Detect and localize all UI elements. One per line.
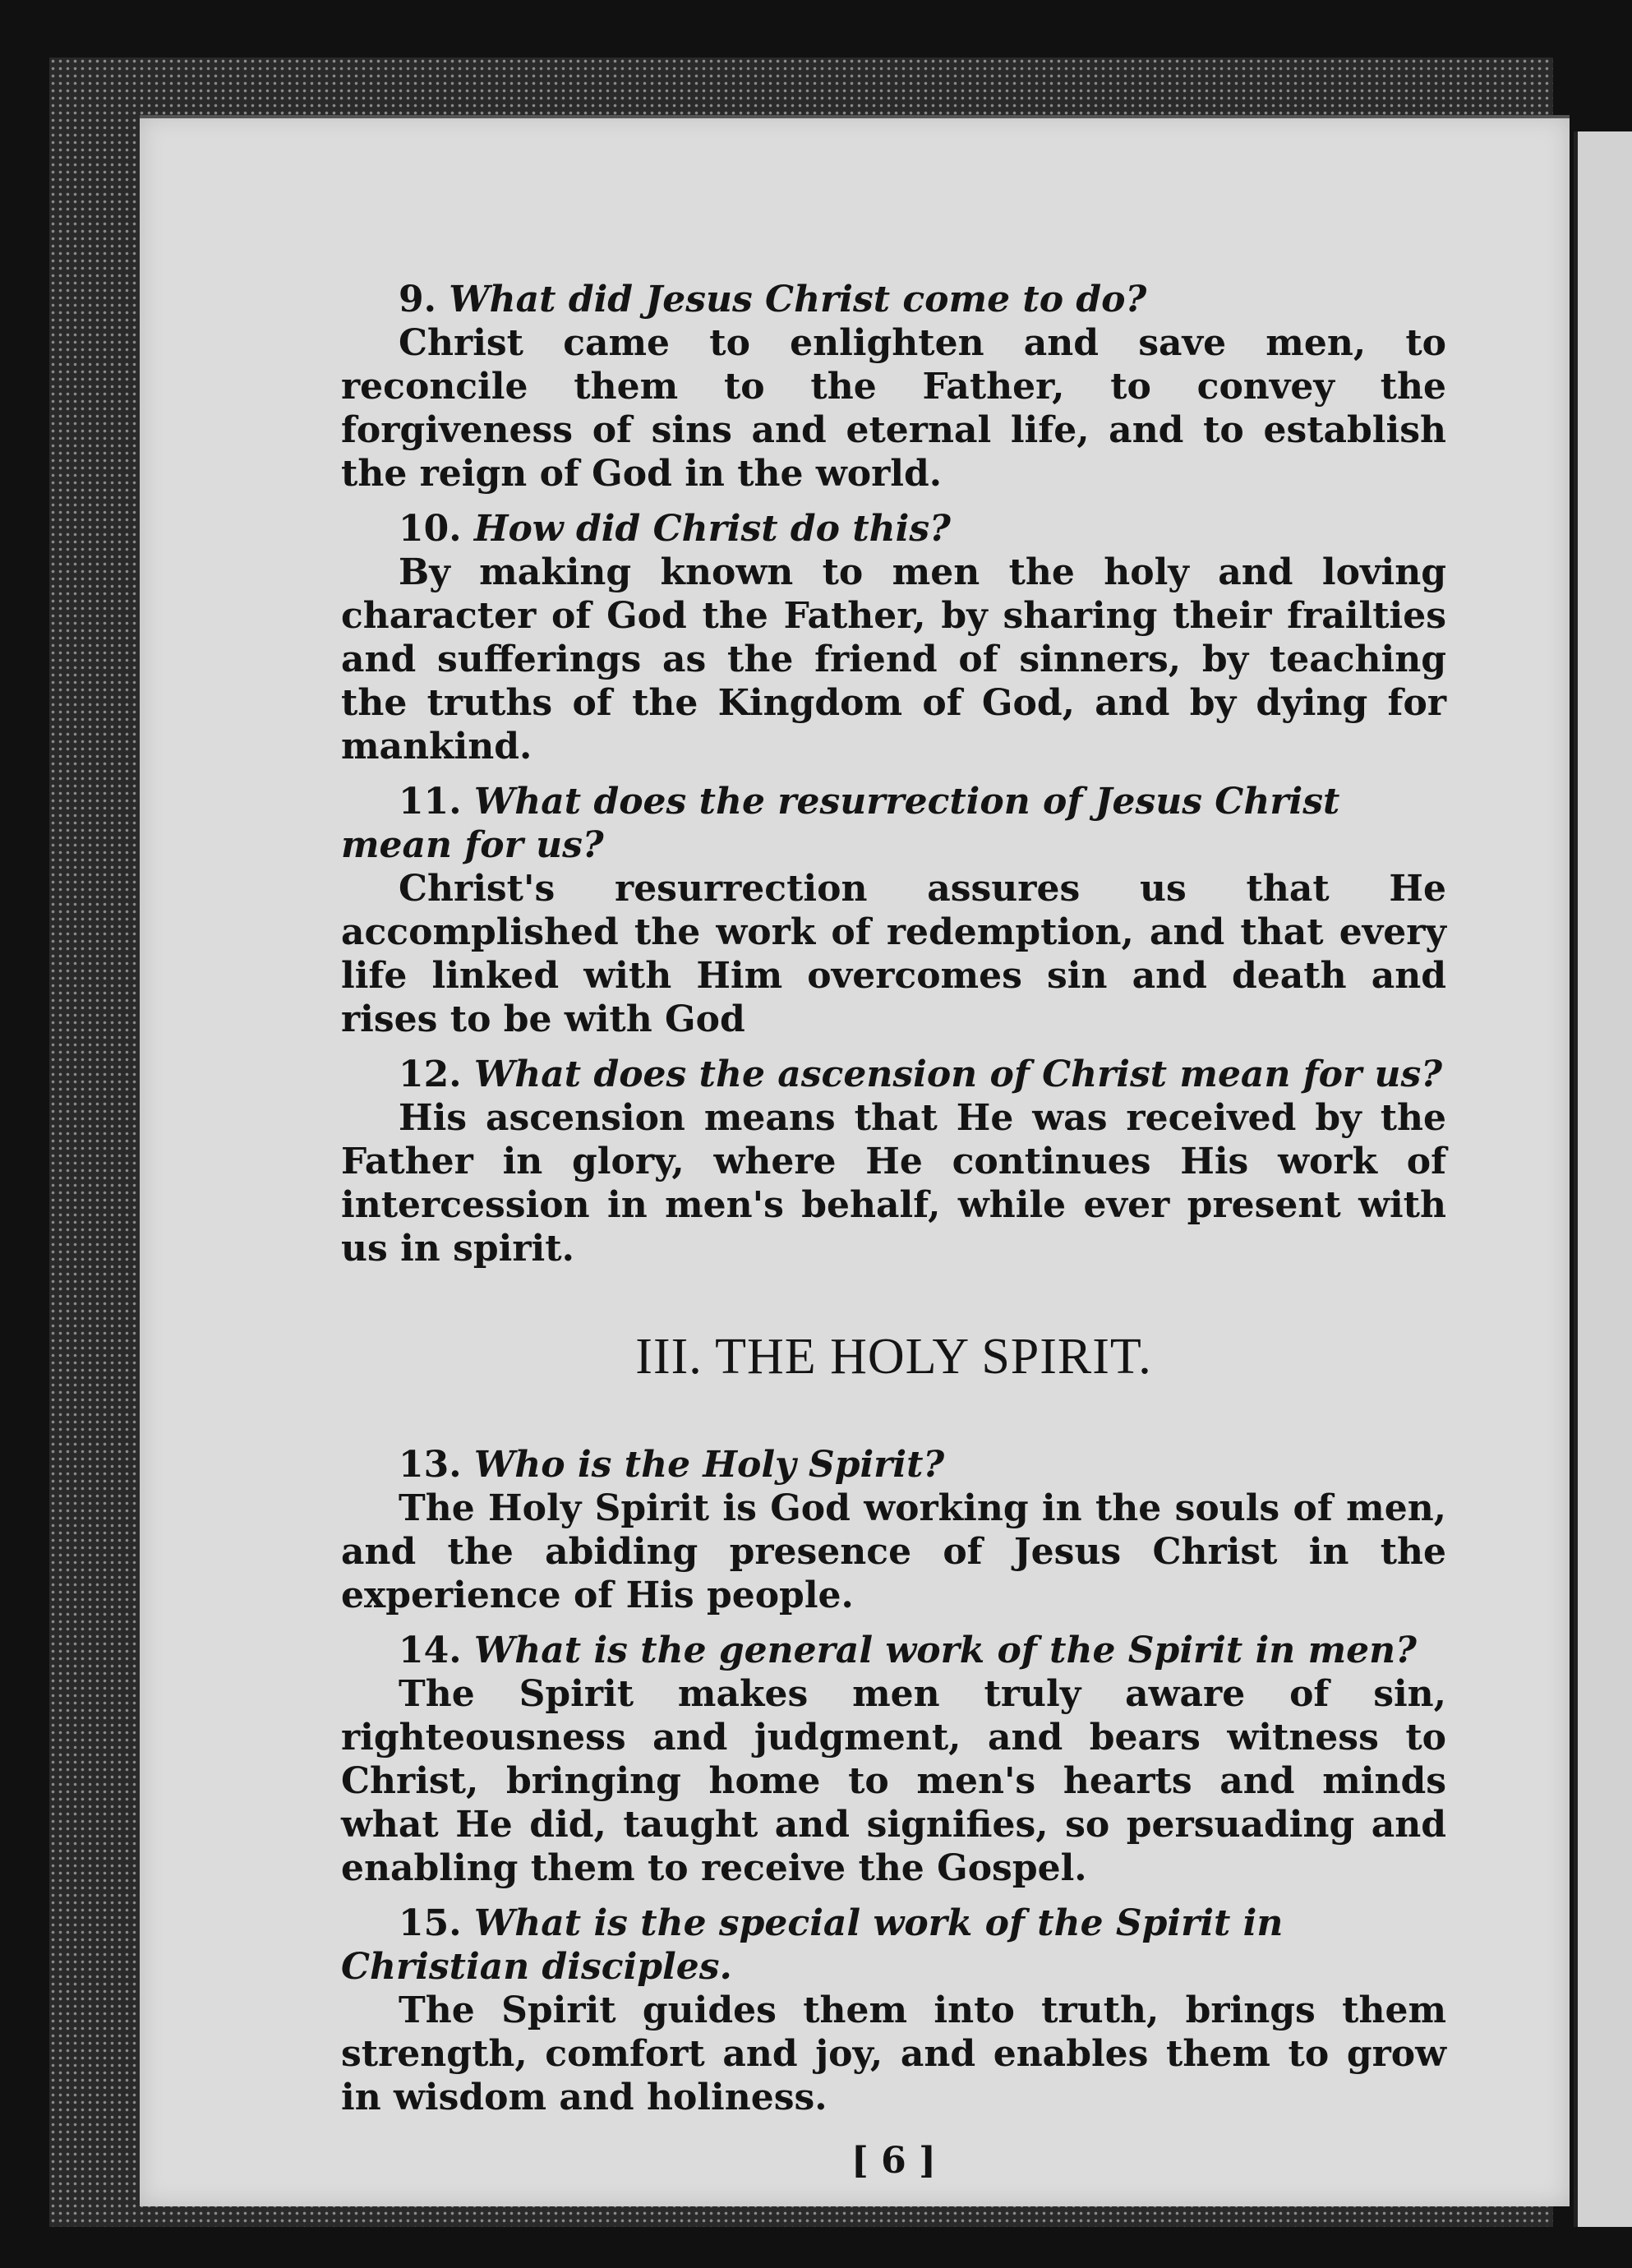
question-text: What did Jesus Christ come to do? xyxy=(449,279,1147,320)
question-number: 15. xyxy=(399,1902,462,1944)
qa-item-11 xyxy=(341,780,1446,1041)
qa-item-14 xyxy=(341,1629,1446,1890)
answer: By making known to men the holy and loving character of God the Father, by sharing their frailties and sufferings as the friend of sinners, by teaching the truths of the Kingdom of God, and by dying for mankind. xyxy=(341,551,1446,768)
question-number: 11. xyxy=(399,781,462,823)
adjacent-page-edge xyxy=(1574,131,1632,2227)
page-number: [ 6 ] xyxy=(851,2140,936,2182)
qa-item-15 xyxy=(341,1902,1446,2119)
question-text: What does the resurrection of Jesus Christ mean for us? xyxy=(341,781,1340,866)
answer: Christ came to enlighten and save men, to reconcile them to the Father, to convey the forgiveness of sins and eternal life, and to establish the reign of God in the world. xyxy=(341,322,1446,495)
question xyxy=(341,1902,1446,1989)
question xyxy=(341,1443,1446,1487)
question-number: 10. xyxy=(399,508,462,550)
answer: The Spirit makes men truly aware of sin, righteousness and judgment, and bears witness to Christ, bringing home to men's hearts and minds what He did, taught and signifies, so persuading and enabling them to receive the Gospel. xyxy=(341,1673,1446,1889)
question-text: What is the general work of the Spirit in men? xyxy=(473,1630,1417,1671)
question-number: 14. xyxy=(399,1630,462,1671)
answer: His ascension means that He was received by the Father in glory, where He continues His work of intercession in men's behalf, while ever present with us in spirit. xyxy=(341,1097,1446,1270)
qa-item-12 xyxy=(341,1053,1446,1270)
answer: Christ's resurrection assures us that He accomplished the work of redemption, and that every life linked with Him overcomes sin and death and rises to be with God xyxy=(341,868,1446,1040)
answer: The Spirit guides them into truth, brings them strength, comfort and joy, and enables them to grow in wisdom and holiness. xyxy=(341,1989,1446,2118)
question-text: What does the ascension of Christ mean for us? xyxy=(473,1053,1443,1095)
question-text: Who is the Holy Spirit? xyxy=(473,1444,945,1486)
question-number: 9. xyxy=(399,279,436,320)
question-number: 12. xyxy=(399,1053,462,1095)
answer: The Holy Spirit is God working in the souls of men, and the abiding presence of Jesus Christ in the experience of His people. xyxy=(341,1487,1446,1616)
section-heading: III. THE HOLY SPIRIT. xyxy=(635,1329,1152,1385)
question xyxy=(341,1629,1446,1672)
question-number: 13. xyxy=(399,1444,462,1486)
qa-item-10 xyxy=(341,507,1446,768)
question xyxy=(341,507,1446,551)
question-text: How did Christ do this? xyxy=(473,508,951,550)
question-text: What is the special work of the Spirit in Christian disciples. xyxy=(341,1902,1284,1988)
page-top-edge xyxy=(140,115,1570,118)
qa-item-13 xyxy=(341,1443,1446,1617)
page-text xyxy=(341,278,1446,2183)
question xyxy=(341,1053,1446,1096)
question xyxy=(341,278,1446,321)
qa-item-9 xyxy=(341,278,1446,496)
question xyxy=(341,780,1446,867)
